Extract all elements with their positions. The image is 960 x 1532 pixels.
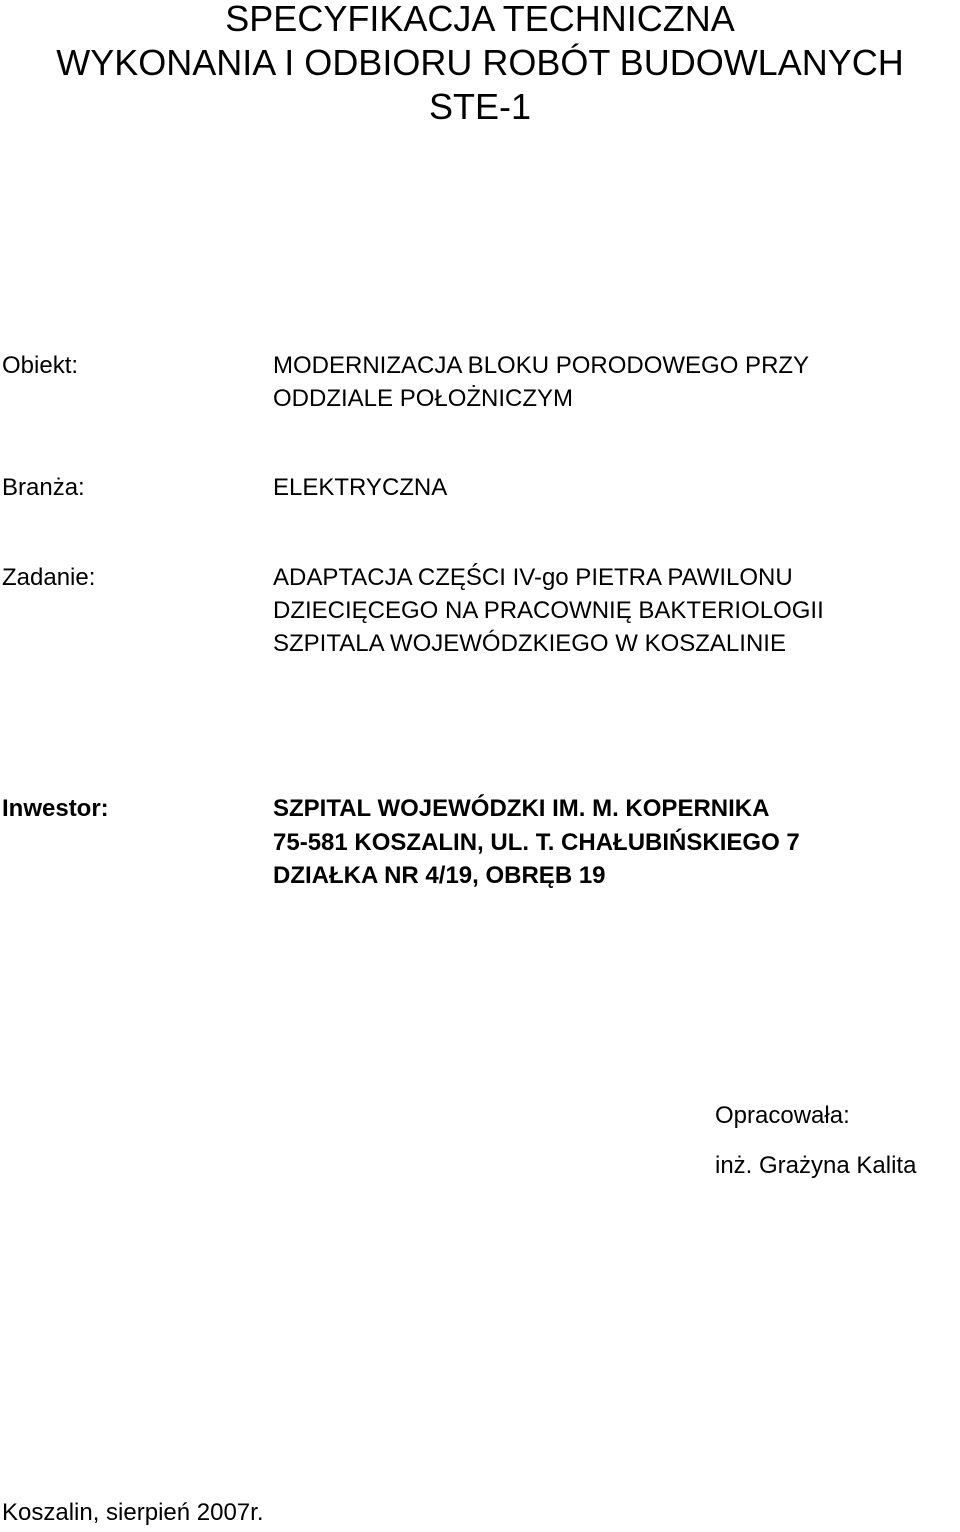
branza-value: ELEKTRYCZNA [273, 474, 448, 501]
inwestor-value-line-1: SZPITAL WOJEWÓDZKI IM. M. KOPERNIKA [273, 795, 770, 822]
title-line-2: WYKONANIA I ODBIORU ROBÓT BUDOWLANYCH [56, 42, 904, 83]
zadanie-value-line-3: SZPITALA WOJEWÓDZKIEGO W KOSZALINIE [273, 630, 786, 657]
inwestor-value-line-2: 75-581 KOSZALIN, UL. T. CHAŁUBIŃSKIEGO 7 [273, 829, 800, 856]
zadanie-label: Zadanie: [2, 564, 96, 591]
zadanie-value-line-2: DZIECIĘCEGO NA PRACOWNIĘ BAKTERIOLOGII [273, 597, 824, 624]
place-date: Koszalin, sierpień 2007r. [2, 1499, 264, 1526]
author-name: inż. Grażyna Kalita [715, 1152, 917, 1179]
author-label: Opracowała: [715, 1102, 850, 1129]
branza-label: Branża: [2, 474, 85, 501]
inwestor-value-line-3: DZIAŁKA NR 4/19, OBRĘB 19 [273, 862, 606, 889]
obiekt-value-line-1: MODERNIZACJA BLOKU PORODOWEGO PRZY [273, 352, 810, 379]
title-line-1: SPECYFIKACJA TECHNICZNA [225, 0, 735, 39]
obiekt-value-line-2: ODDZIALE POŁOŻNICZYM [273, 385, 574, 412]
zadanie-value-line-1: ADAPTACJA CZĘŚCI IV-go PIETRA PAWILONU [273, 564, 793, 591]
obiekt-label: Obiekt: [2, 352, 79, 379]
title-line-3: STE-1 [428, 86, 532, 127]
inwestor-label: Inwestor: [2, 795, 109, 822]
